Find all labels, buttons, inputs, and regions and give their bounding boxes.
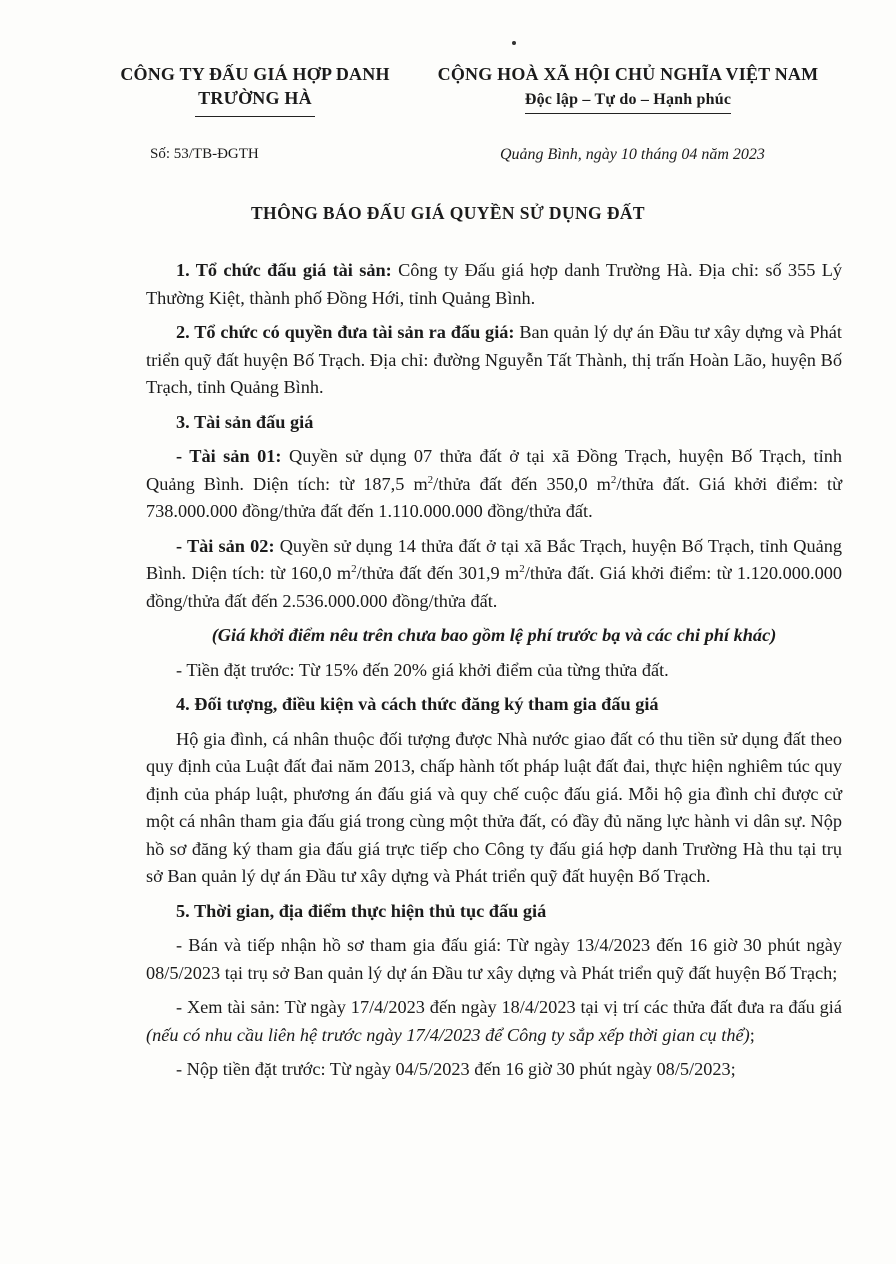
document-date: Quảng Bình, ngày 10 tháng 04 năm 2023 — [500, 146, 765, 163]
section-5-label: 5. Thời gian, địa điểm thực hiện thủ tục đấu giá — [176, 900, 547, 921]
section-5-heading — [146, 898, 842, 926]
section-5-item-1: - Bán và tiếp nhận hồ sơ tham gia đấu giá: Từ ngày 13/4/2023 đến 16 giờ 30 phút ngày 08/5/2023 tại trụ sở Ban quản lý dự án Đầu tư xây dựng và Phát triển quỹ đất huyện Bố Trạch; — [146, 935, 842, 983]
asset-2-text-a: Quyền sử dụng 14 thửa đất ở tại xã Bắc Trạch, huyện Bố Trạch, tỉnh Quảng Bình. Diện tích: từ 160,0 m — [146, 535, 842, 583]
deposit-line: - Tiền đặt trước: Từ 15% đến 20% giá khởi điểm của từng thửa đất. — [176, 659, 669, 680]
section-2 — [146, 319, 842, 402]
document-number: Số: 53/TB-ĐGTH — [150, 146, 259, 162]
section-5-item-2-a: - Xem tài sản: Từ ngày 17/4/2023 đến ngày 18/4/2023 tại vị trí các thửa đất đưa ra đấu giá — [176, 997, 842, 1017]
section-2-text: Ban quản lý dự án Đầu tư xây dựng và Phát triển quỹ đất huyện Bố Trạch. Địa chỉ: đường Nguyễn Tất Thành, thị trấn Hoàn Lão, huyện Bố Trạch, tỉnh Quảng Bình. — [146, 322, 842, 397]
asset-1-label: - Tài sản 01: — [176, 446, 282, 466]
asset-1-text-c: /thửa đất. Giá khởi điểm: từ 738.000.000 đồng/thửa đất đến 1.110.000.000 đồng/thửa đất. — [146, 473, 843, 521]
national-header — [418, 62, 838, 114]
scan-dot — [512, 41, 516, 45]
superscript: 2 — [351, 562, 357, 575]
section-5-item-2 — [146, 994, 842, 1049]
issuer-block — [100, 62, 410, 110]
asset-1 — [146, 443, 842, 526]
section-5-item-3: - Nộp tiền đặt trước: Từ ngày 04/5/2023 đến 16 giờ 30 phút ngày 08/5/2023; — [176, 1059, 736, 1079]
issuer-name-line2: TRƯỜNG HÀ — [198, 88, 312, 108]
section-1-text: Công ty Đấu giá hợp danh Trường Hà. Địa chỉ: số 355 Lý Thường Kiệt, thành phố Đồng Hới, tỉnh Quảng Bình. — [146, 260, 842, 308]
issuer-name-line1: CÔNG TY ĐẤU GIÁ HỢP DANH — [120, 64, 390, 84]
section-4-heading — [146, 691, 842, 719]
section-1 — [146, 257, 842, 312]
section-4-text: Hộ gia đình, cá nhân thuộc đối tượng được Nhà nước giao đất có thu tiền sử dụng đất theo quy định của Luật đất đai năm 2013, chấp hành tốt pháp luật đất đai, thực hiện nghiêm túc quy định của pháp luật, phương án đấu giá và quy chế cuộc đấu giá. Mỗi hộ gia đình chỉ được cử một cá nhân tham gia đấu giá trong cùng một thửa đất, có đầy đủ năng lực hành vi dân sự. Nộp hồ sơ đăng ký tham gia đấu giá trực tiếp cho Công ty đấu giá hợp danh Trường Hà thu tại trụ sở Ban quản lý dự án Đầu tư xây dựng và Phát triển quỹ đất huyện Bố Trạch. — [146, 728, 842, 886]
asset-2-text-b: /thửa đất đến 301,9 m — [356, 563, 520, 583]
national-title: CỘNG HOÀ XÃ HỘI CHỦ NGHĨA VIỆT NAM — [437, 64, 819, 84]
section-3-heading — [146, 409, 842, 437]
asset-2-label: - Tài sản 02: — [176, 535, 275, 556]
superscript: 2 — [427, 473, 434, 486]
section-5-item-2-b: (nếu có nhu cầu liên hệ trước ngày 17/4/2023 để Công ty sắp xếp thời gian cụ thể) — [146, 1024, 750, 1045]
document-title: THÔNG BÁO ĐẤU GIÁ QUYỀN SỬ DỤNG ĐẤT — [250, 203, 645, 223]
superscript: 2 — [519, 562, 525, 575]
document-body — [146, 257, 842, 1091]
superscript: 2 — [610, 473, 617, 486]
asset-2-text-c: /thửa đất. Giá khởi điểm: từ 1.120.000.000 đồng/thửa đất đến 2.536.000.000 đồng/thửa đất. — [146, 563, 843, 611]
section-4-label: 4. Đối tượng, điều kiện và cách thức đăng ký tham gia đấu giá — [176, 694, 659, 714]
section-3-label: 3. Tài sản đấu giá — [176, 411, 314, 432]
asset-2 — [146, 533, 842, 616]
asset-1-text-b: /thửa đất đến 350,0 m — [433, 473, 611, 494]
price-note: (Giá khởi điểm nêu trên chưa bao gồm lệ phí trước bạ và các chi phí khác) — [211, 625, 777, 645]
section-2-label: 2. Tổ chức có quyền đưa tài sản ra đấu giá: — [176, 322, 515, 342]
section-1-label: 1. Tổ chức đấu giá tài sản: — [176, 260, 392, 280]
issuer-underline — [195, 116, 315, 117]
asset-1-text-a: Quyền sử dụng 07 thửa đất ở tại xã Đồng Trạch, huyện Bố Trạch, tỉnh Quảng Bình. Diện tích: từ 187,5 m — [146, 446, 842, 494]
section-5-item-2-c: ; — [749, 1024, 755, 1045]
national-motto: Độc lập – Tự do – Hạnh phúc — [525, 88, 731, 114]
